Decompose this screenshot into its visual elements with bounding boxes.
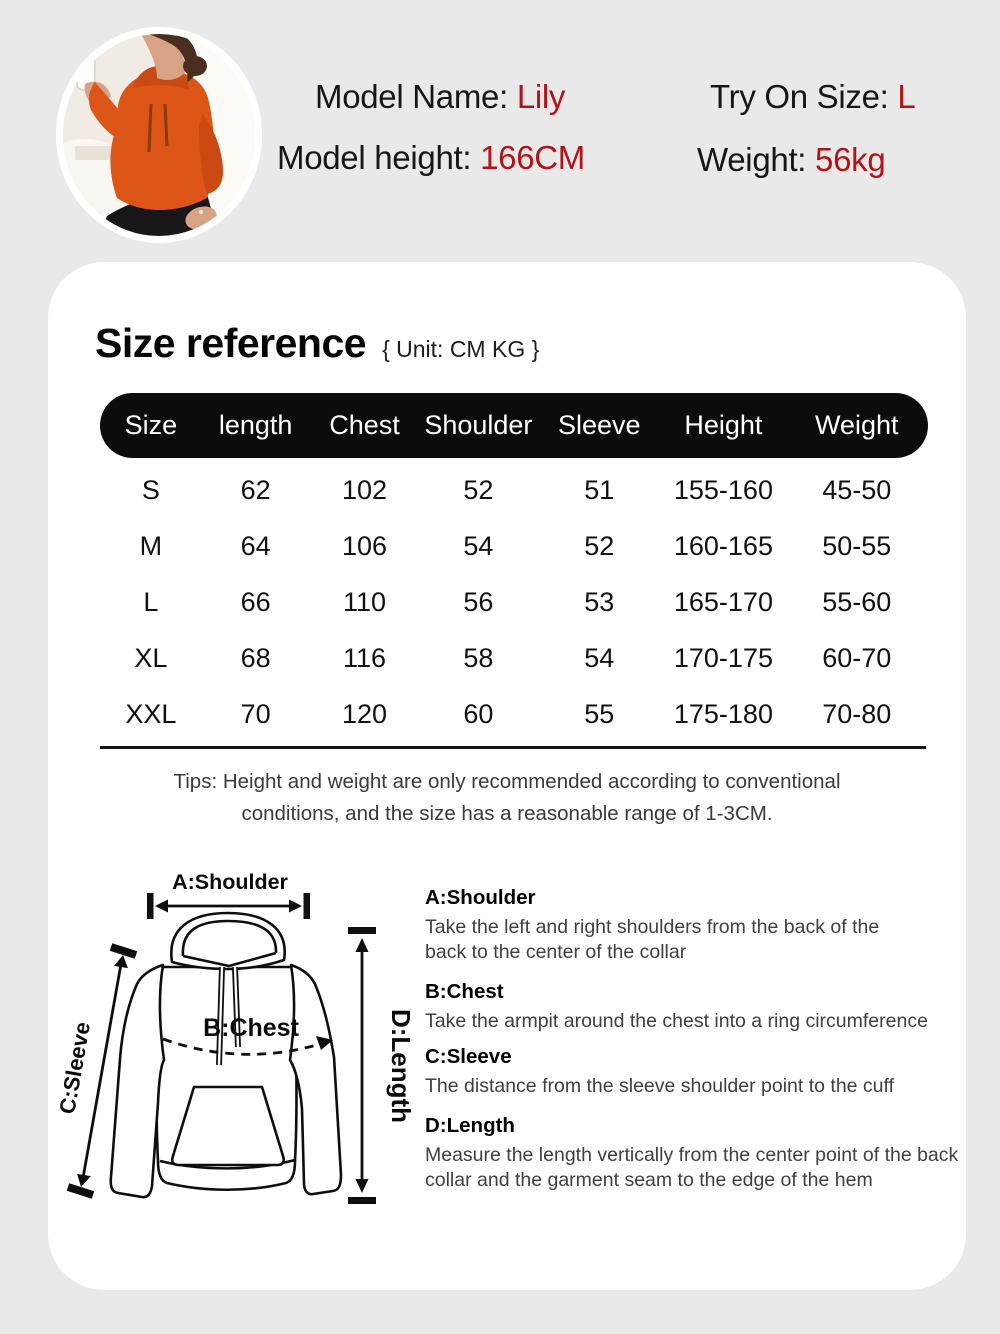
col-header-length: length <box>218 410 293 440</box>
table-cell: M <box>139 530 163 561</box>
model-photo <box>55 26 263 244</box>
model-weight-line <box>697 141 885 179</box>
measure-term: C:Sleeve <box>425 1045 512 1068</box>
table-cell: 54 <box>584 642 615 673</box>
table-cell: 106 <box>341 530 388 561</box>
measure-def-sleeve <box>425 1045 970 1099</box>
measure-def-chest <box>425 980 970 1034</box>
table-cell: 70-80 <box>822 698 892 729</box>
table-cell: 45-50 <box>822 474 892 505</box>
model-height-value: 166CM <box>480 139 585 176</box>
table-cell: 170-175 <box>673 642 773 673</box>
model-name-label: Model Name: <box>315 78 517 115</box>
model-weight-value: 56kg <box>815 141 886 178</box>
length-diagram-label: D:Length <box>386 1008 416 1124</box>
table-cell: 50-55 <box>822 530 892 561</box>
table-cell: 56 <box>463 586 494 617</box>
col-header-weight: Weight <box>814 410 899 440</box>
table-row-s <box>100 462 928 518</box>
table-cell: 55-60 <box>822 586 892 617</box>
table-cell: XL <box>134 642 168 673</box>
table-cell: 165-170 <box>673 586 773 617</box>
table-cell: 155-160 <box>673 474 773 505</box>
model-name-value: Lily <box>516 78 566 115</box>
table-cell: 58 <box>463 642 494 673</box>
table-cell: 52 <box>584 530 615 561</box>
table-cell: 160-165 <box>673 530 773 561</box>
table-cell: L <box>143 586 159 617</box>
table-row-xxl <box>100 686 928 742</box>
length-arrow <box>348 927 376 1204</box>
table-cell: 68 <box>240 642 271 673</box>
table-cell: 54 <box>463 530 494 561</box>
table-cell: 110 <box>343 586 387 617</box>
measure-def-shoulder <box>425 886 925 965</box>
table-row-m <box>100 518 928 574</box>
table-cell: 55 <box>584 698 615 729</box>
table-bottom-rule <box>100 746 926 749</box>
size-reference-title-row <box>95 320 539 367</box>
table-cell: S <box>141 474 160 505</box>
table-cell: 64 <box>240 530 271 561</box>
measure-desc: Measure the length vertically from the center point of the back collar and the garment seam to the edge of the hem <box>425 1144 959 1191</box>
try-on-size-value: L <box>897 78 916 115</box>
table-cell: 70 <box>240 698 271 729</box>
table-cell: 60-70 <box>822 642 892 673</box>
size-reference-card <box>48 262 966 1290</box>
tips-line-2: conditions, and the size has a reasonable range of 1-3CM. <box>241 802 773 825</box>
chest-diagram-label: B:Chest <box>203 1014 299 1042</box>
table-cell: 102 <box>341 474 388 505</box>
try-on-size-line <box>710 78 915 116</box>
model-name-line <box>315 78 565 116</box>
table-cell: XXL <box>125 698 177 729</box>
table-cell: 62 <box>240 474 271 505</box>
table-cell: 66 <box>240 586 271 617</box>
measure-def-length <box>425 1114 975 1193</box>
table-cell: 116 <box>343 642 387 673</box>
col-header-height: Height <box>684 410 763 440</box>
table-row-xl <box>100 630 928 686</box>
measure-desc: Take the left and right shoulders from the back of the back to the center of the collar <box>425 916 880 963</box>
measure-term: A:Shoulder <box>425 886 536 909</box>
model-weight-label: Weight: <box>697 141 816 178</box>
unit-note: { Unit: CM KG } <box>382 336 540 362</box>
model-height-label: Model height: <box>277 139 481 176</box>
tips-note <box>48 766 966 830</box>
measure-term: B:Chest <box>425 980 504 1003</box>
table-cell: 53 <box>584 586 615 617</box>
col-header-size: Size <box>124 410 178 440</box>
tips-line-1: Tips: Height and weight are only recommended according to conventional <box>173 770 841 793</box>
col-header-chest: Chest <box>329 410 400 440</box>
table-cell: 51 <box>584 474 615 505</box>
measure-desc: The distance from the sleeve shoulder point to the cuff <box>425 1075 894 1097</box>
hoodie-measurement-diagram <box>50 863 450 1225</box>
size-table-body <box>100 462 928 742</box>
model-photo-illustration <box>55 26 263 244</box>
table-cell: 60 <box>463 698 494 729</box>
model-height-line <box>277 139 585 177</box>
table-cell: 52 <box>463 474 494 505</box>
try-on-size-label: Try On Size: <box>710 78 898 115</box>
measure-term: D:Length <box>425 1114 515 1137</box>
table-cell: 120 <box>341 698 388 729</box>
shoulder-diagram-label: A:Shoulder <box>172 870 288 894</box>
table-cell: 175-180 <box>673 698 773 729</box>
section-title: Size reference <box>95 320 367 366</box>
sleeve-diagram-label: C:Sleeve <box>54 1019 96 1116</box>
measure-desc: Take the armpit around the chest into a ring circumference <box>425 1010 928 1032</box>
table-row-l <box>100 574 928 630</box>
col-header-shoulder: Shoulder <box>424 410 533 440</box>
size-table-header <box>100 393 928 458</box>
col-header-sleeve: Sleeve <box>557 410 641 440</box>
